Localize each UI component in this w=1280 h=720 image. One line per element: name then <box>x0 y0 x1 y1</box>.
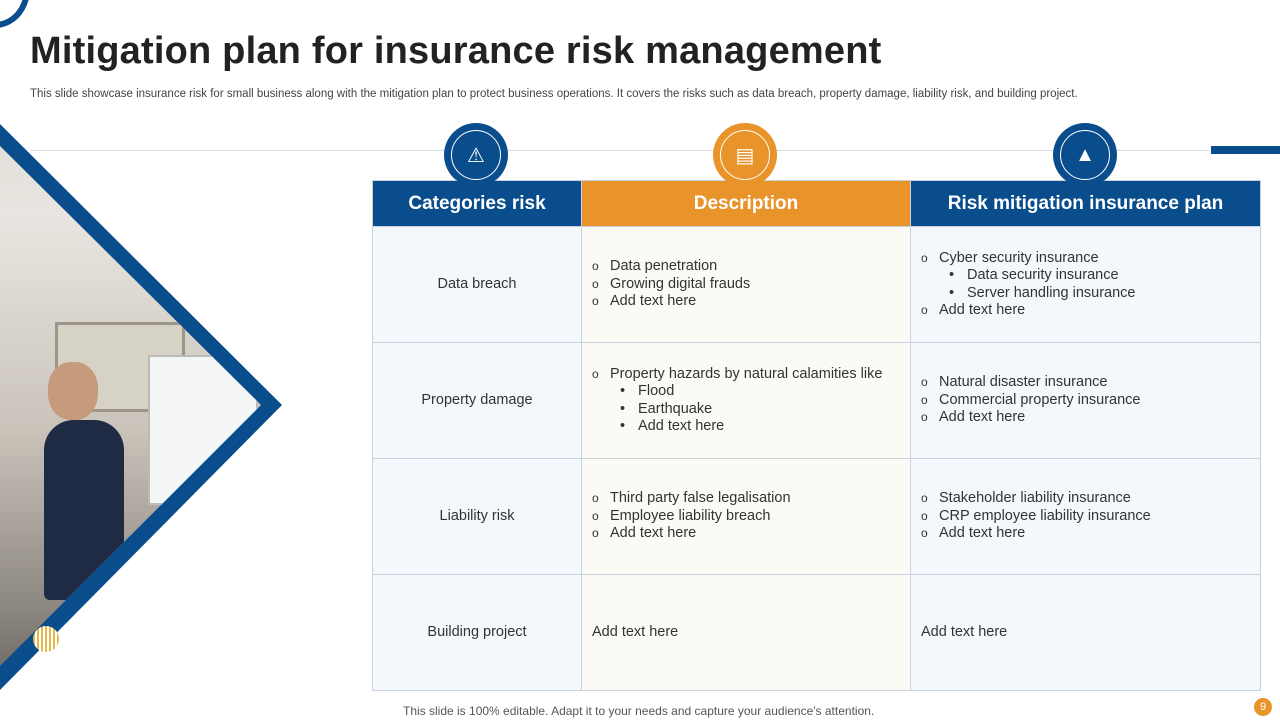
list-item-text: Natural disaster insurance <box>939 374 1108 391</box>
description-list <box>592 258 910 311</box>
list-item-text: Add text here <box>610 525 697 542</box>
header-categories: Categories risk <box>373 181 582 227</box>
plan-cell <box>911 575 1261 691</box>
list-item <box>921 508 1260 526</box>
footer-note: This slide is 100% editable. Adapt it to your needs and capture your audience's attention. <box>403 704 875 718</box>
description-list <box>592 490 910 543</box>
list-item <box>921 267 1260 285</box>
description-cell <box>582 343 911 459</box>
table-row <box>373 227 1261 343</box>
list-item-text: CRP employee liability insurance <box>939 507 1151 524</box>
list-item-text: Add text here <box>939 525 1026 542</box>
list-item-text: Third party false legalisation <box>610 490 791 507</box>
plan-list <box>921 624 1260 642</box>
plan-list <box>921 490 1260 543</box>
list-item-text: Property hazards by natural calamities like <box>610 365 883 382</box>
list-item-text: Data penetration <box>610 258 718 275</box>
header-plan: Risk mitigation insurance plan <box>911 181 1261 227</box>
description-cell <box>582 227 911 343</box>
list-item <box>592 258 910 276</box>
list-item <box>592 293 910 311</box>
table-row <box>373 575 1261 691</box>
list-item-text: Employee liability breach <box>610 507 771 524</box>
category-cell: Building project <box>373 575 582 691</box>
risk-table <box>372 180 1261 691</box>
table-row <box>373 343 1261 459</box>
list-item-text: Add text here <box>921 623 1008 640</box>
list-item <box>921 409 1260 427</box>
list-item <box>592 383 910 401</box>
plan-cell <box>911 343 1261 459</box>
accent-bar <box>1211 146 1280 154</box>
striped-circle-decoration <box>33 626 59 652</box>
list-item <box>921 624 1260 642</box>
category-cell: Property damage <box>373 343 582 459</box>
list-item <box>921 285 1260 303</box>
corner-decoration <box>0 0 30 28</box>
list-item-text: Cyber security insurance <box>939 249 1099 266</box>
list-item <box>921 374 1260 392</box>
category-cell: Data breach <box>373 227 582 343</box>
list-item <box>921 525 1260 543</box>
plan-cell <box>911 227 1261 343</box>
list-item-text: Flood <box>638 383 675 399</box>
list-item-text: Add text here <box>592 623 679 640</box>
list-item <box>592 418 910 436</box>
list-item-text: Data security insurance <box>967 267 1119 283</box>
page-subtitle: This slide showcase insurance risk for small business along with the mitigation plan to protect business operations. It covers the risks such as data breach, property damage, liability risk, and building project. <box>30 88 1078 100</box>
plan-list <box>921 374 1260 427</box>
list-item <box>592 525 910 543</box>
list-item <box>592 508 910 526</box>
presenter-head <box>48 362 98 420</box>
list-item-text: Stakeholder liability insurance <box>939 490 1131 507</box>
description-list <box>592 624 910 642</box>
mountain-gear-icon: ▲ <box>1053 123 1117 187</box>
list-item-text: Server handling insurance <box>967 284 1136 301</box>
document-icon: ▤ <box>713 123 777 187</box>
list-item <box>921 302 1260 320</box>
plan-cell <box>911 459 1261 575</box>
table-row <box>373 459 1261 575</box>
list-item-text: Commercial property insurance <box>939 391 1141 408</box>
page-title: Mitigation plan for insurance risk management <box>30 30 882 72</box>
description-cell <box>582 459 911 575</box>
divider <box>30 150 1210 151</box>
list-item <box>592 624 910 642</box>
list-item-text: Add text here <box>610 293 697 310</box>
description-list <box>592 366 910 436</box>
list-item <box>592 490 910 508</box>
list-item <box>921 392 1260 410</box>
list-item <box>592 366 910 384</box>
speedometer-warning-icon: ⚠ <box>444 123 508 187</box>
list-item-text: Add text here <box>638 418 725 434</box>
description-cell <box>582 575 911 691</box>
list-item <box>592 276 910 294</box>
list-item-text: Add text here <box>939 302 1026 318</box>
category-cell: Liability risk <box>373 459 582 575</box>
header-description: Description <box>582 181 911 227</box>
list-item <box>921 490 1260 508</box>
list-item <box>921 250 1260 268</box>
presenter-photo <box>0 0 300 720</box>
plan-list <box>921 250 1260 320</box>
list-item-text: Add text here <box>939 409 1026 426</box>
list-item-text: Growing digital frauds <box>610 275 751 292</box>
list-item <box>592 401 910 419</box>
list-item-text: Earthquake <box>638 400 713 417</box>
page-number: 9 <box>1254 698 1272 716</box>
